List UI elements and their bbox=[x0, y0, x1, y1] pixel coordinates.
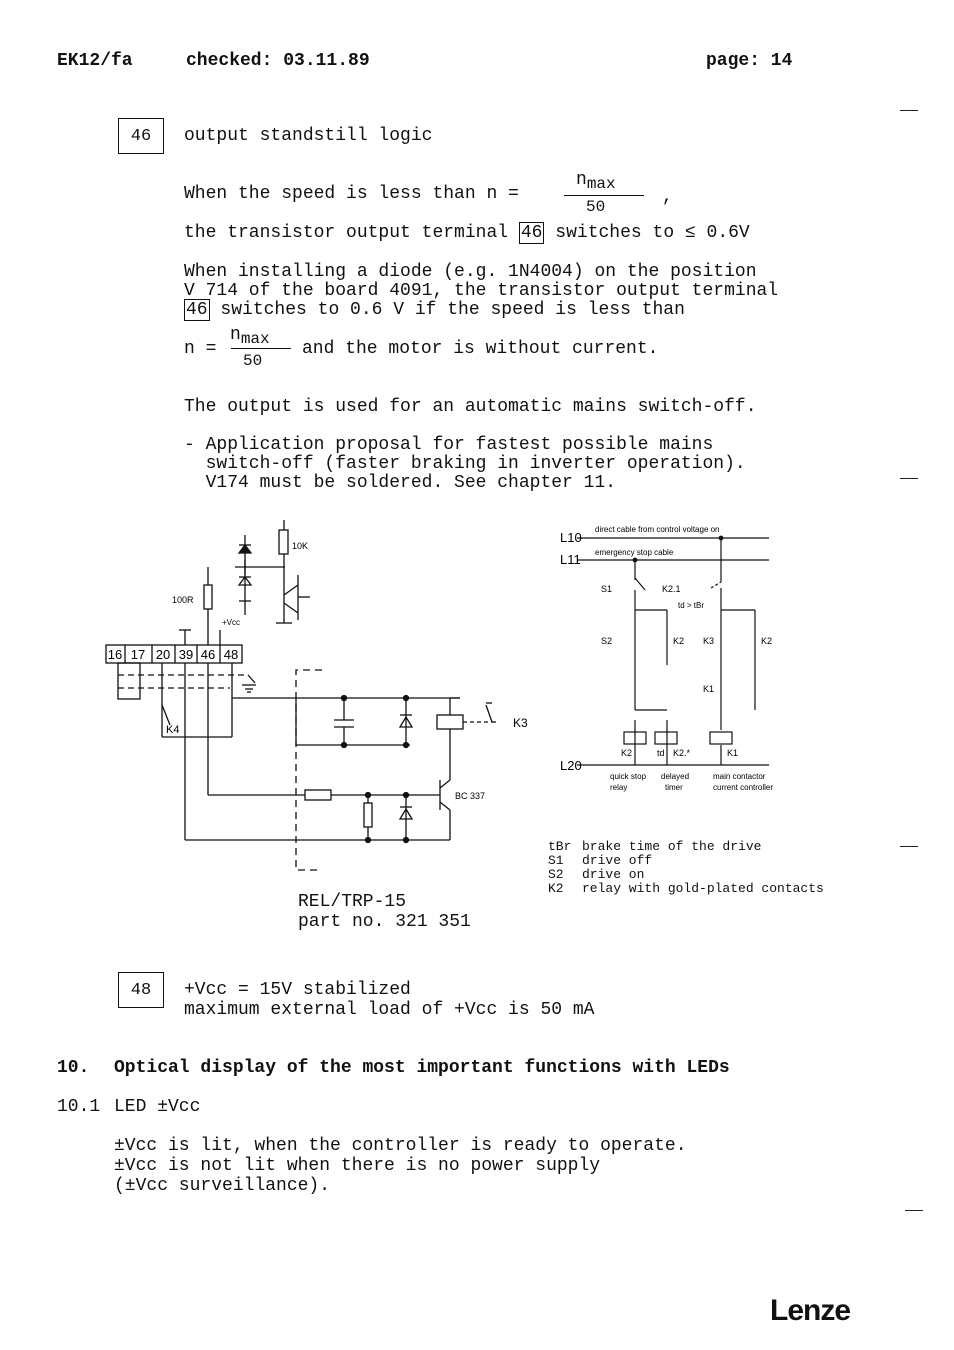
legend-row: S1 drive off bbox=[548, 853, 653, 868]
fraction-denominator: 50 bbox=[586, 198, 606, 216]
label-l10: L10 bbox=[560, 530, 582, 545]
label-k3-contact: K3 bbox=[703, 636, 715, 646]
label-bc337: BC 337 bbox=[455, 791, 486, 801]
label-k21: K2.1 bbox=[662, 584, 681, 594]
vcc-line-1: +Vcc = 15V stabilized bbox=[184, 980, 411, 1000]
label-s1: S1 bbox=[601, 584, 613, 594]
diagram-caption-1: REL/TRP-15 bbox=[298, 892, 407, 912]
doc-id: EK12/fa bbox=[57, 51, 133, 71]
section-number: 10. bbox=[57, 1058, 90, 1078]
inline-terminal-46b: 46 bbox=[186, 300, 208, 320]
under-timer: timer bbox=[665, 783, 683, 792]
label-k1-contact: K1 bbox=[703, 684, 715, 694]
lenze-logo: Lenze bbox=[770, 1294, 851, 1327]
label-td-tbr: td > tBr bbox=[678, 601, 705, 610]
margin-mark bbox=[900, 110, 918, 111]
label-100r: 100R bbox=[172, 595, 194, 605]
label-vcc: +Vcc bbox=[222, 618, 241, 627]
margin-mark bbox=[900, 478, 918, 479]
led-line-2: ±Vcc is not lit when there is no power supply bbox=[114, 1156, 601, 1176]
inline-terminal-46: 46 bbox=[520, 223, 543, 243]
motor-current-text: and the motor is without current. bbox=[302, 339, 659, 359]
fraction-bar bbox=[564, 195, 644, 196]
legend-row: K2 relay with gold-plated contacts bbox=[548, 881, 824, 896]
label-l11-text: emergency stop cable bbox=[595, 548, 674, 557]
terminal-box-48: 48 bbox=[118, 972, 164, 1008]
terminal-16: 16 bbox=[107, 647, 123, 662]
under-main-contactor: main contactor bbox=[713, 772, 766, 781]
led-line-1: ±Vcc is lit, when the controller is ready to operate. bbox=[114, 1136, 687, 1156]
subsection-number: 10.1 bbox=[57, 1097, 101, 1117]
fraction2-numerator: nmax bbox=[230, 325, 270, 348]
led-line-3: (±Vcc surveillance). bbox=[114, 1176, 331, 1196]
circuit-diagram bbox=[100, 515, 550, 875]
proposal-line-3: V174 must be soldered. See chapter 11. bbox=[184, 473, 617, 493]
n-equals: n = bbox=[184, 339, 217, 359]
page-number: page: 14 bbox=[706, 51, 793, 71]
diagram-caption-2: part no. 321 351 bbox=[298, 912, 471, 932]
label-k3: K3 bbox=[513, 716, 528, 730]
margin-mark bbox=[900, 846, 918, 847]
proposal-line-2: switch-off (faster braking in inverter operation). bbox=[184, 454, 746, 474]
fraction-numerator: nmax bbox=[576, 170, 616, 193]
speed-line-prefix: When the speed is less than n = bbox=[184, 184, 519, 204]
terminal-20: 20 bbox=[155, 647, 171, 662]
coil-td: td bbox=[657, 748, 665, 758]
proposal-line-1: - Application proposal for fastest possible mains bbox=[184, 435, 714, 455]
terminal-17: 17 bbox=[130, 647, 146, 662]
label-l20: L20 bbox=[560, 758, 582, 773]
vcc-line-2: maximum external load of +Vcc is 50 mA bbox=[184, 1000, 595, 1020]
legend-row: S2 drive on bbox=[548, 867, 645, 882]
transistor-line: the transistor output terminal 46 switches to ≤ 0.6V bbox=[184, 223, 750, 243]
under-current-controller: current controller bbox=[713, 783, 774, 792]
diode-line-2: V 714 of the board 4091, the transistor output terminal bbox=[184, 281, 779, 301]
terminal-box-46: 46 bbox=[118, 118, 164, 154]
terminal-48: 48 bbox=[223, 647, 239, 662]
coil-k2x: K2.* bbox=[673, 748, 691, 758]
section-heading: Optical display of the most important functions with LEDs bbox=[114, 1058, 730, 1078]
output-used-text: The output is used for an automatic mains switch-off. bbox=[184, 397, 757, 417]
fraction2-bar bbox=[231, 348, 291, 349]
terminal-46: 46 bbox=[200, 647, 216, 662]
diode-line-3: 46 switches to 0.6 V if the speed is less than bbox=[186, 300, 685, 320]
label-10k: 10K bbox=[292, 541, 309, 551]
section-title: output standstill logic bbox=[184, 126, 433, 146]
label-k4: K4 bbox=[166, 724, 180, 736]
comma: , bbox=[662, 187, 673, 207]
label-l11: L11 bbox=[560, 552, 581, 567]
margin-mark bbox=[905, 1210, 923, 1211]
coil-k1: K1 bbox=[727, 748, 739, 758]
diode-line-1: When installing a diode (e.g. 1N4004) on the position bbox=[184, 262, 757, 282]
legend-row: tBr brake time of the drive bbox=[548, 839, 762, 854]
under-delayed: delayed bbox=[661, 772, 690, 781]
label-s2: S2 bbox=[601, 636, 613, 646]
coil-k2: K2 bbox=[621, 748, 633, 758]
ladder-diagram bbox=[555, 520, 805, 810]
fraction2-denominator: 50 bbox=[243, 352, 263, 370]
terminal-39: 39 bbox=[178, 647, 194, 662]
label-l10-text: direct cable from control voltage on bbox=[595, 525, 720, 534]
subsection-heading: LED ±Vcc bbox=[114, 1097, 201, 1117]
under-relay: relay bbox=[610, 783, 628, 792]
label-k2-contact: K2 bbox=[673, 636, 685, 646]
checked-date: checked: 03.11.89 bbox=[186, 51, 370, 71]
label-k2-contact-b: K2 bbox=[761, 636, 773, 646]
under-quick-stop: quick stop bbox=[610, 772, 647, 781]
